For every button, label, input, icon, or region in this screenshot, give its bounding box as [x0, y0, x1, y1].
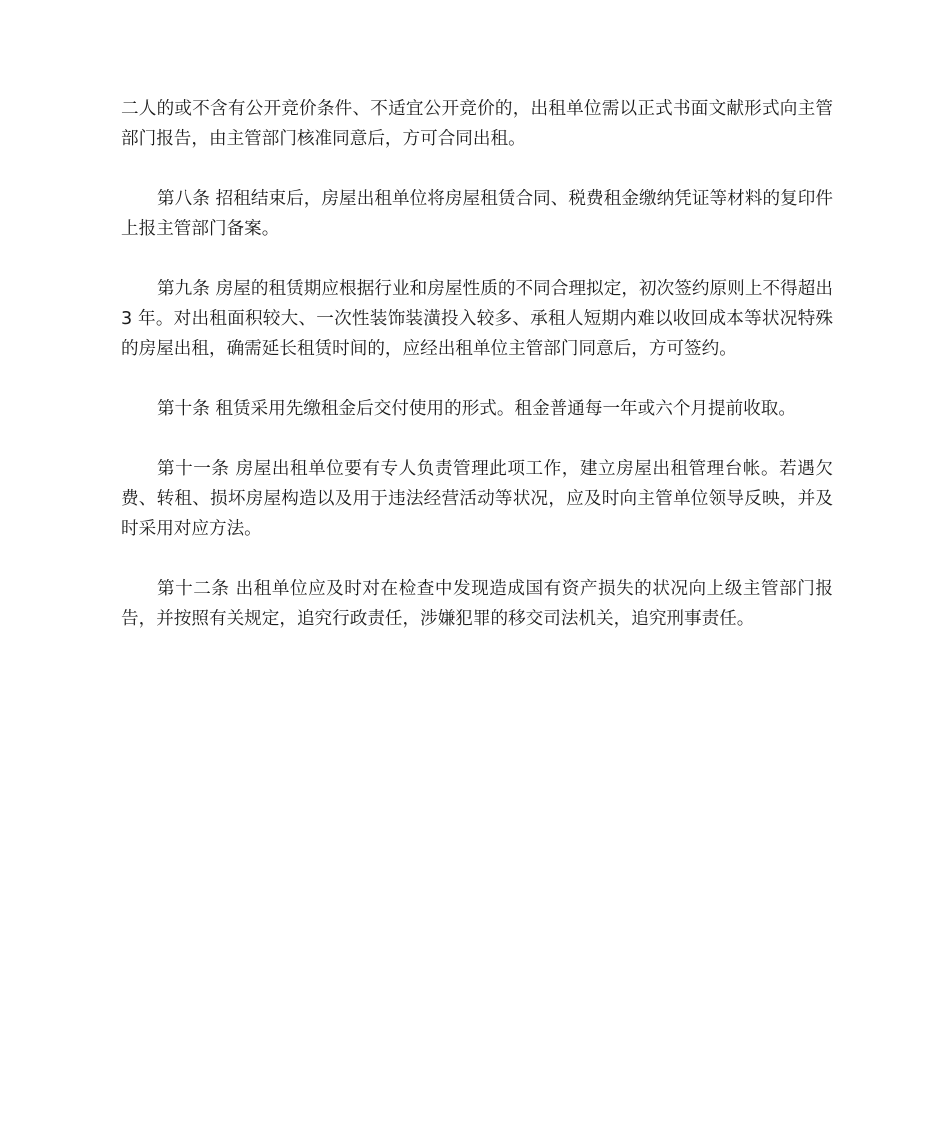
document-body	[121, 94, 833, 634]
paragraph-continuation: 二人的或不含有公开竞价条件、不适宜公开竞价的，出租单位需以正式书面文献形式向主管部门报告，由主管部门核准同意后，方可合同出租。	[121, 99, 833, 149]
paragraph-article-8: 第八条 招租结束后，房屋出租单位将房屋租赁合同、税费租金缴纳凭证等材料的复印件上报主管部门备案。	[121, 189, 833, 239]
paragraph-article-12: 第十二条 出租单位应及时对在检查中发现造成国有资产损失的状况向上级主管部门报告，并按照有关规定，追究行政责任，涉嫌犯罪的移交司法机关，追究刑事责任。	[121, 579, 833, 629]
paragraph-article-9: 第九条 房屋的租赁期应根据行业和房屋性质的不同合理拟定，初次签约原则上不得超出 3 年。对出租面积较大、一次性装饰装潢投入较多、承租人短期内难以收回成本等状况特殊的房屋出租，确需延长租赁时间的，应经出租单位主管部门同意后，方可签约。	[121, 279, 833, 359]
paragraph-article-11: 第十一条 房屋出租单位要有专人负责管理此项工作，建立房屋出租管理台帐。若遇欠费、转租、损坏房屋构造以及用于违法经营活动等状况，应及时向主管单位领导反映，并及时采用对应方法。	[121, 459, 833, 539]
paragraph-article-10: 第十条 租赁采用先缴租金后交付使用的形式。租金普通每一年或六个月提前收取。	[157, 399, 796, 419]
